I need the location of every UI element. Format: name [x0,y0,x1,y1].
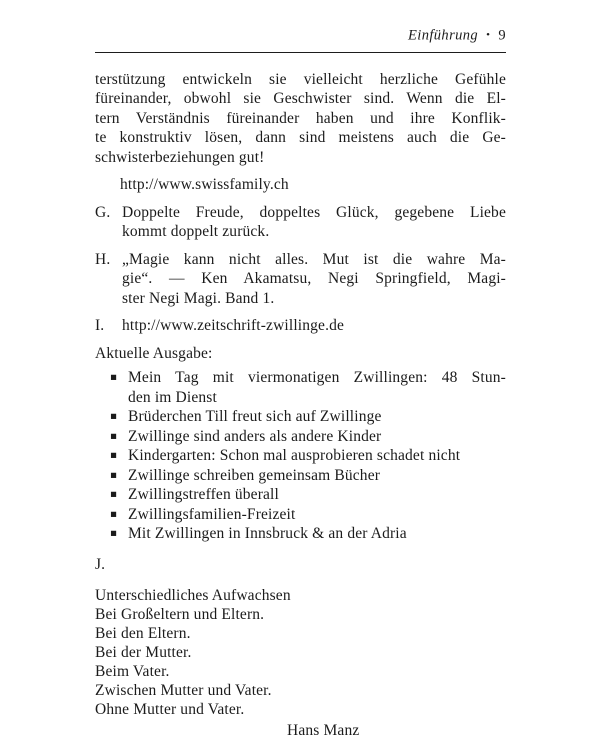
paragraph-line: füreinander, obwohl sie Geschwister sind. Wenn die El- [95,90,506,107]
header-section-title: Einführung [408,27,479,44]
bullet-list-item [110,466,506,486]
bullet-list-item [110,446,506,466]
poem-author: Hans Manz [287,722,360,739]
paragraph-line: terstützung entwickeln sie vielleicht herzliche Gefühle [95,70,506,88]
bullet-item-text: Zwillingstreffen überall [128,486,279,503]
bullet-list-item [110,505,506,525]
intro-paragraph [95,70,506,168]
bullet-list-item [110,524,506,544]
poem-line: Unterschiedliches Aufwachsen [95,587,291,604]
square-bullet-icon: ▪ [110,449,118,461]
bullet-text-line: Mein Tag mit viermonatigen Zwillingen: 48 Stun- [128,369,506,386]
bullet-list-item [110,407,506,427]
bullet-item-text: Brüderchen Till freut sich auf Zwillinge [128,408,382,425]
paragraph-line: schwisterbeziehungen gut! [95,148,265,166]
item-g-label: G. [95,203,111,221]
aktuelle-ausgabe-heading: Aktuelle Ausgabe: [95,344,213,362]
square-bullet-icon: ▪ [110,507,118,520]
bullet-item-text: Zwillingsfamilien-Freizeit [128,505,296,523]
header-page-number: 9 [498,27,506,44]
item-text-line: ster Negi Magi. Band 1. [122,289,275,307]
swissfamily-url-text: http://www.swissfamily.ch [120,176,289,193]
page-header [95,26,506,45]
square-bullet-icon: ▪ [110,410,118,422]
poem-line: Zwischen Mutter und Vater. [95,682,272,699]
item-h-label: H. [95,250,111,268]
item-h-text [122,250,506,309]
zeitschrift-zwillinge-url-text: http://www.zeitschrift-zwillinge.de [122,317,345,334]
poem-line: Beim Vater. [95,663,170,680]
bullet-item-text: Mit Zwillingen in Innsbruck & an der Adria [128,525,407,542]
square-bullet-icon: ▪ [110,371,118,383]
square-bullet-icon: ▪ [110,488,118,500]
page-content [95,70,506,741]
bullet-item-text: Zwillinge schreiben gemeinsam Bücher [128,466,381,484]
lettered-item-g [95,203,506,242]
poem-line: Ohne Mutter und Vater. [95,701,245,718]
lettered-item-i [95,316,506,336]
paragraph-line: te konstruktiv lösen, dann sind meistens auch die Ge- [95,129,506,146]
lettered-item-j-label: J. [95,555,106,573]
poem-line: Bei den Eltern. [95,625,191,642]
bullet-list-item [110,485,506,505]
paragraph-line: tern Verständnis füreinander haben und ihre Konflik- [95,109,506,127]
item-text-line: Doppelte Freude, doppeltes Glück, gegebene Liebe [122,203,506,221]
header-separator-dot-icon: • [486,29,491,41]
bullet-item-text: Kindergarten: Schon mal ausprobieren schadet nicht [128,447,461,464]
square-bullet-icon: ▪ [110,527,118,539]
bullet-list [95,368,506,544]
item-i-label: I. [95,317,105,334]
poem-line: Bei der Mutter. [95,644,192,661]
item-text-line: „Magie kann nicht alles. Mut ist die wahre Ma- [122,250,506,268]
bullet-item-text [128,368,506,407]
bullet-list-item [110,427,506,447]
header-rule [95,52,506,53]
bullet-list-item [110,368,506,407]
item-g-text [122,203,506,242]
item-text-line: gie“. — Ken Akamatsu, Negi Springfield, Magi- [122,270,506,287]
poem-line: Bei Großeltern und Eltern. [95,606,265,623]
item-text-line: kommt doppelt zurück. [122,223,270,240]
bullet-text-line: den im Dienst [128,388,217,406]
item-i-text [122,316,506,336]
lettered-item-h [95,250,506,309]
bullet-item-text: Zwillinge sind anders als andere Kinder [128,427,382,445]
poem-block [95,586,506,719]
square-bullet-icon: ▪ [110,429,118,442]
square-bullet-icon: ▪ [110,468,118,481]
